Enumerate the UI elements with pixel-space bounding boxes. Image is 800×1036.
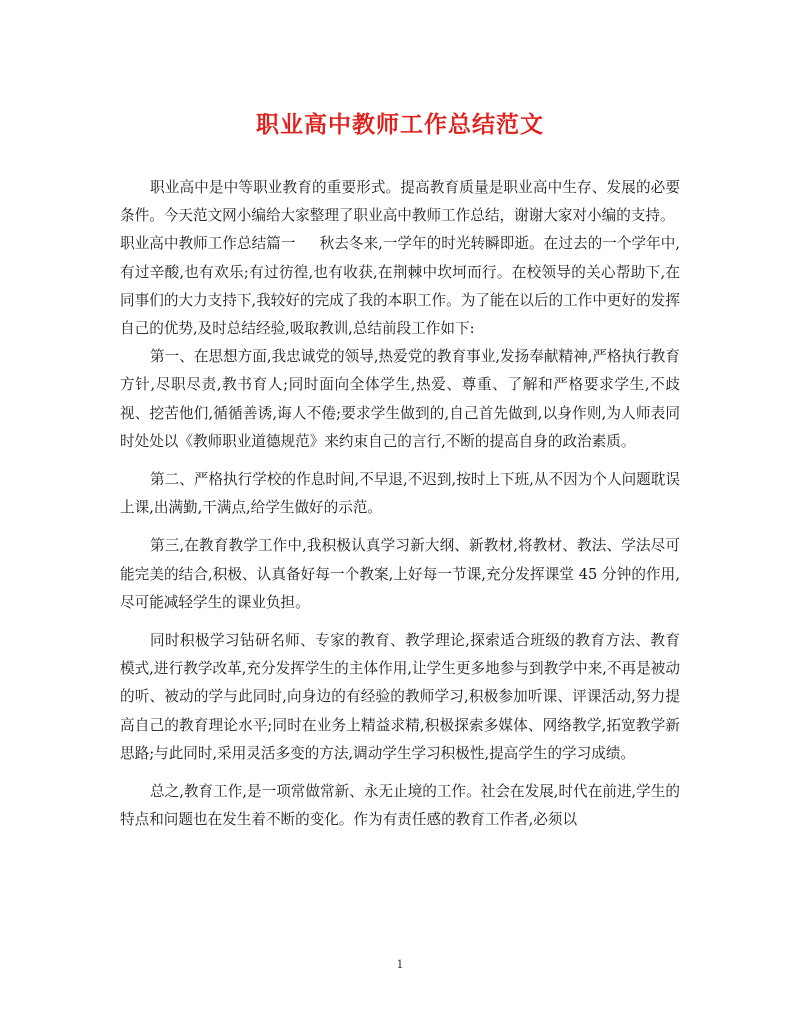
intro-paragraph: 职业高中是中等职业教育的重要形式。提高教育质量是职业高中生存、发展的必要条件。今天范文网小编给大家整理了职业高中教师工作总结，谢谢大家对小编的支持。 bbox=[120, 179, 680, 225]
body-paragraph: 第一、在思想方面,我忠诚党的领导,热爱党的教育事业,发扬奉献精神,严格执行教育方针,尽职尽责,教书育人;同时面向全体学生,热爱、尊重、了解和严格要求学生,不歧视、挖苦他们,循循善诱,诲人不倦;要求学生做到的,自己首先做到,以身作则,为人师表同时处处以《教师职业道德规范》来约束自己的言行,不断的提高自身的政治素质。 bbox=[120, 348, 680, 450]
body-paragraph: 第二、严格执行学校的作息时间,不早退,不迟到,按时上下班,从不因为个人问题耽误上课,出满勤,干满点,给学生做好的示范。 bbox=[120, 471, 680, 517]
document-body bbox=[120, 174, 680, 834]
page-number: 1 bbox=[396, 958, 404, 971]
page-title: 职业高中教师工作总结范文 bbox=[256, 111, 544, 138]
body-paragraph: 同时积极学习钻研名师、专家的教育、教学理论,探索适合班级的教育方法、教育模式,进行教学改革,充分发挥学生的主体作用,让学生更多地参与到教学中来,不再是被动的听、被动的学与此同时,向身边的有经验的教师学习,积极参加听课、评课活动,努力提高自己的教育理论水平;同时在业务上精益求精,积极探索多媒体、网络教学,拓宽教学新思路;与此同时,采用灵活多变的方法,调动学生学习积极性,提高学生的学习成绩。 bbox=[120, 632, 680, 762]
section-heading: 职业高中教师工作总结篇一 bbox=[120, 235, 296, 253]
section-one-paragraph bbox=[120, 230, 680, 343]
section-lead-text: 秋去冬来,一学年的时光转瞬即逝。在过去的一个学年中,有过辛酸,也有欢乐;有过彷徨,也有收获,在荆棘中坎坷而行。在校领导的关心帮助下,在同事们的大力支持下,我较好的完成了我的本职工作。为了能在以后的工作中更好的发挥自己的优势,及时总结经验,吸取教训,总结前段工作如下: bbox=[120, 235, 680, 338]
body-paragraph: 第三,在教育教学工作中,我积极认真学习新大纲、新教材,将教材、教法、学法尽可能完美的结合,积极、认真备好每一个教案,上好每一节课,充分发挥课堂 45 分钟的作用,尽可能减轻学生的课业负担。 bbox=[120, 537, 680, 611]
body-paragraph: 总之,教育工作,是一项常做常新、永无止境的工作。社会在发展,时代在前进,学生的特点和问题也在发生着不断的变化。作为有责任感的教育工作者,必须以 bbox=[120, 783, 680, 829]
